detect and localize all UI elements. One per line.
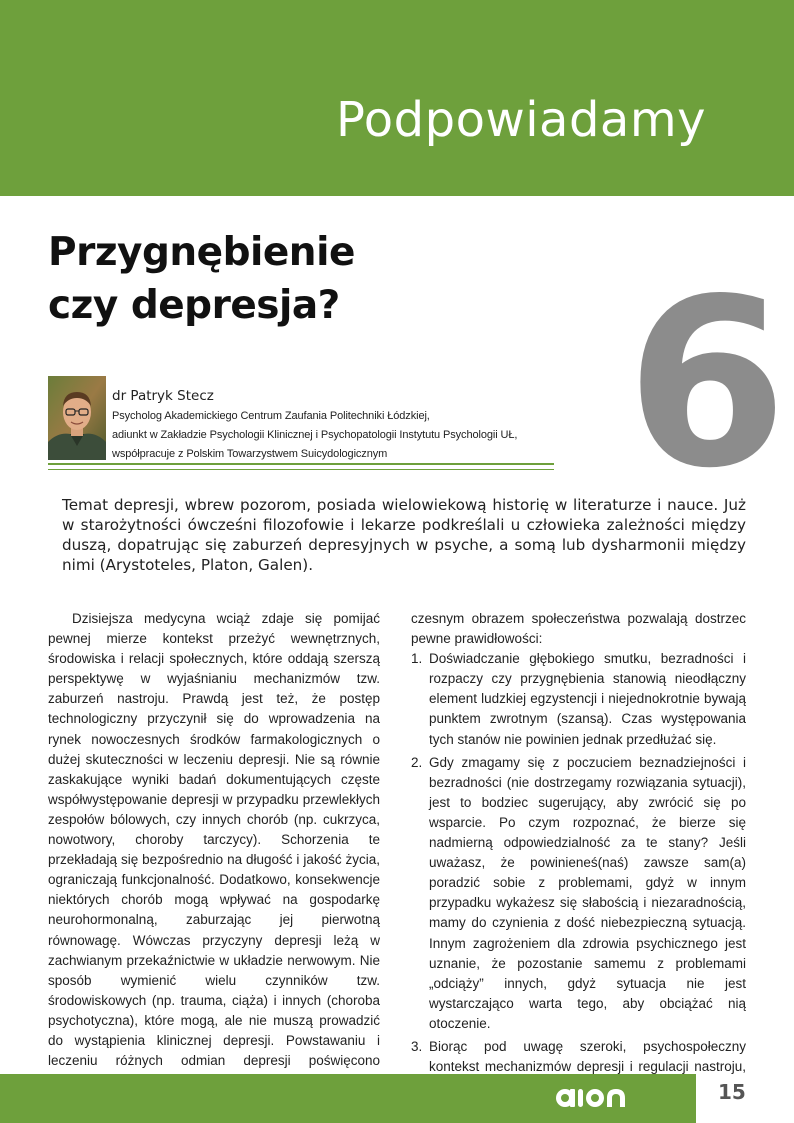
article-title xyxy=(48,226,355,332)
aion-logo xyxy=(556,1082,630,1116)
list-item xyxy=(411,649,746,749)
author-portrait-image xyxy=(48,376,106,460)
lead-text: Temat depresji, wbrew pozorom, posiada wielowiekową historię w literaturze i nauce. Już w starożytności ówcześni filozofowie i lekarze podkreślali u człowieka zależności między duszą, dopatrując się zaburzeń depresyjnych w psyche, a somą lub dysharmonii między nimi (Arystoteles, Platon, Galen). xyxy=(62,496,746,574)
lead-paragraph xyxy=(62,495,746,575)
author-affiliation-2: adiunkt w Zakładzie Psychologii Klinicznej i Psychopatologii Instytutu Psychologii UŁ, xyxy=(112,429,518,441)
author-name: dr Patryk Stecz xyxy=(112,388,214,404)
author-divider xyxy=(48,463,554,465)
numbered-list xyxy=(411,649,746,1097)
list-item-text: Gdy zmagamy się z poczuciem beznadziejności i bezradności (nie dostrzegamy rozwiązania sytuacji), jest to bodziec sugerujący, aby zwrócić się po wsparcie. Po czym rozpoznać, że bierze się nadmierną odpowiedzialność za te stany? Jeśli uważasz, że powinieneś(naś) zawsze sam(a) poradzić sobie z problemami, gdyż w innym przypadku wykażesz się słabością i niezaradnością, mamy do czynienia z dość niebezpieczną sytuacją. Innym zagrożeniem dla zdrowia psychicznego jest uznanie, że pozostanie samemu z problemami „odciąży” innych, gdyż sytuacja nie jest wystarczająco warta tego, aby obciążać nią otoczenie. xyxy=(429,754,746,1031)
list-item-text: Biorąc pod uwagę szeroki, psychospołeczny kontekst mechanizmów depresji i regulacji nastroju, xyxy=(429,1038,746,1075)
article-title-line-1: Przygnębienie xyxy=(48,230,355,275)
article-title-line-2: czy depresja? xyxy=(48,283,340,328)
author-affiliation-1: Psycholog Akademickiego Centrum Zaufania Politechniki Łódzkiej, xyxy=(112,410,430,422)
article-number: 6 xyxy=(626,249,784,519)
aion-logo-mark xyxy=(556,1082,630,1112)
body-column-left xyxy=(48,609,380,1111)
body-paragraph-continuation: czesnym obrazem społeczeństwa pozwalają dostrzec pewne prawidłowości: xyxy=(411,611,746,647)
author-affiliation-3: współpracuje z Polskim Towarzystwem Suicydologicznym xyxy=(112,448,388,460)
list-item-number: 1. xyxy=(411,651,423,667)
list-item-number: 2. xyxy=(411,754,423,770)
list-item-text: Doświadczanie głębokiego smutku, bezradności i rozpaczy czy przygnębienia stanowią nieodłączny element ludzkiej egzystencji i niejednokrotnie bywają punktem zwrotnym (szansą). Czas występowania tych stanów nie powinien jednak przedłużać się. xyxy=(429,651,746,747)
author-divider-thin xyxy=(48,469,554,470)
section-title: Podpowiadamy xyxy=(336,92,706,148)
body-column-right xyxy=(411,609,746,1097)
body-paragraph: Dzisiejsza medycyna wciąż zdaje się pomijać pewnej mierze kontekst przeżyć wewnętrznych, środowiska i relacji społecznych, które oddają szerszą perspektywę w wyjaśnianiu mechanizmów tzw. zaburzeń nastroju. Prawdą jest też, że postęp technologiczny przyczynił się do wprowadzenia na rynek nowoczesnych środków farmakologicznych o dużej skuteczności w leczeniu depresji. Nie są równie zaskakujące wyniki badań dokumentujących częste współwystępowanie depresji w przypadku przewlekłych zespołów bólowych, czy innych chorób (np. cukrzyca, nowotwory, choroby tarczycy). Schorzenia te przekładają się bezpośrednio na długość i jakość życia, ograniczają funkcjonalność. Dodatkowo, konsekwencje niektórych chorób mogą wpływać na gospodarkę neurohormonalną, zaburzając jej pierwotną równowagę. Wówczas przyczyny depresji leżą w zachwianym przekaźnictwie w układzie nerwowym. Nie sposób wymienić wielu czynników tzw. środowiskowych (np. trauma, ciąża) i innych (choroba psychotyczna), które mogą, ale nie muszą prowadzić do wystąpienia klinicznej depresji. Powstawaniu i leczeniu różnych odmian depresji poświęcono xyxy=(48,611,380,1069)
author-photo xyxy=(48,376,106,460)
page-number: 15 xyxy=(718,1080,746,1104)
list-item-number: 3. xyxy=(411,1038,423,1054)
list-item xyxy=(411,753,746,1034)
